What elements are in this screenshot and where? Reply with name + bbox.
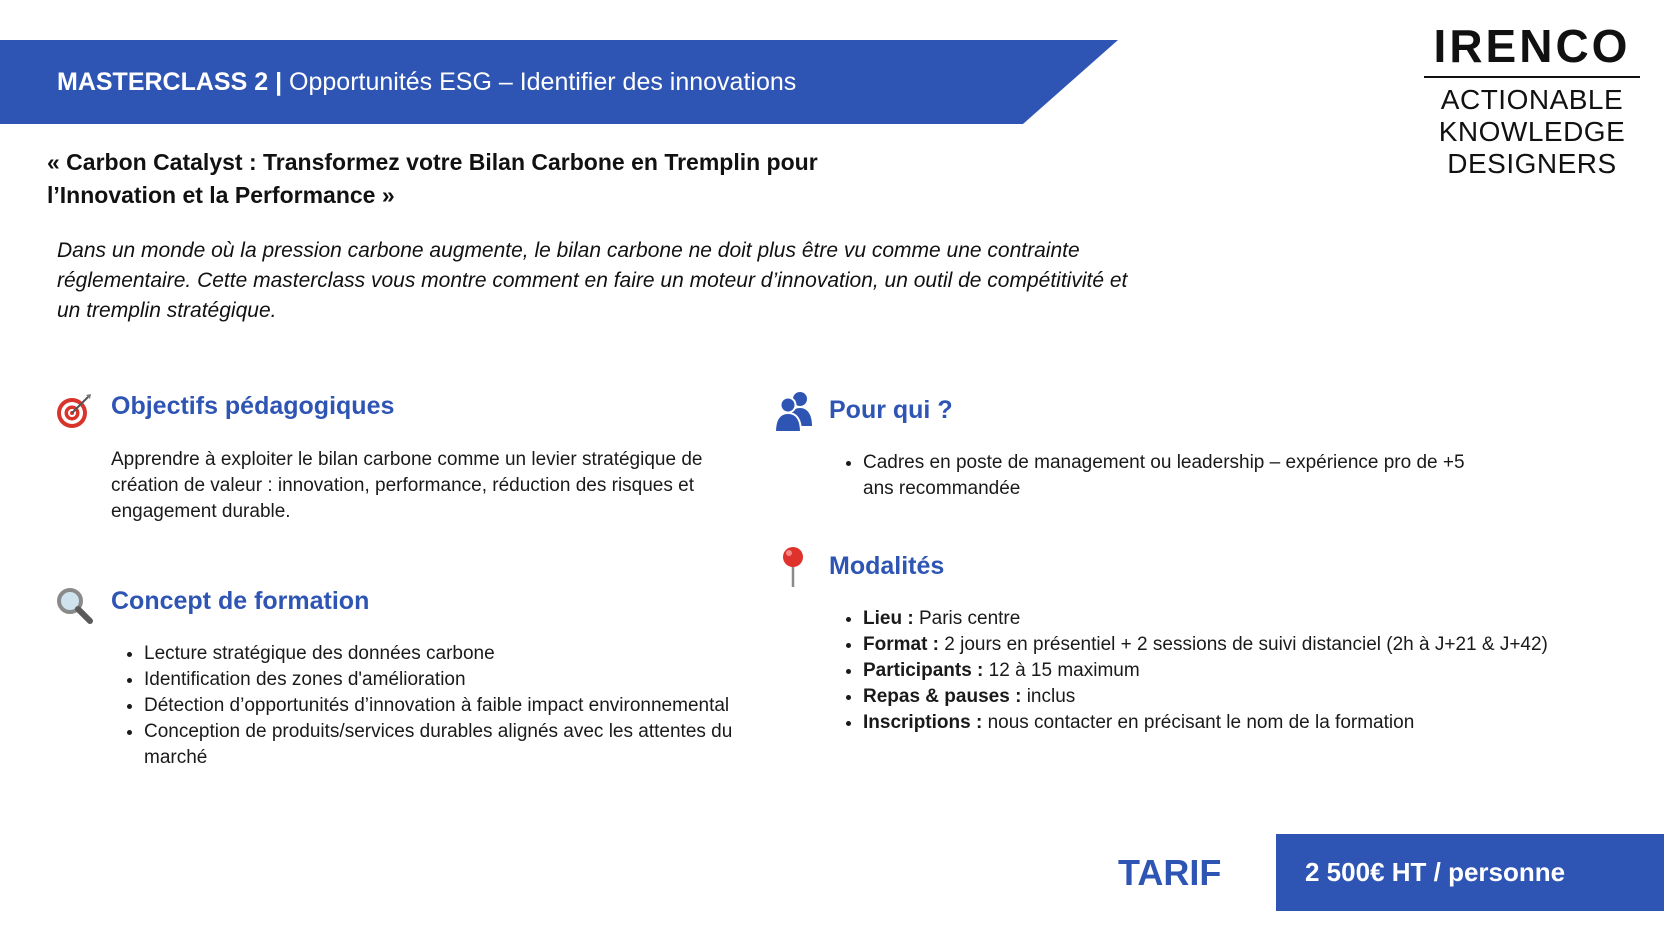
objectifs-text: Apprendre à exploiter le bilan carbone comme un levier stratégique de création de valeur : innovation, performance, réduction des risques et engagement durable.	[111, 449, 703, 522]
logo-tagline-1: ACTIONABLE	[1440, 84, 1624, 115]
list-item: • Identification des zones d'amélioration	[144, 667, 744, 693]
concept-title: Concept de formation	[111, 587, 370, 615]
list-item: • Détection d’opportunités d’innovation à faible impact environnemental	[144, 693, 744, 719]
pushpin-icon	[778, 546, 808, 588]
logo-name: IRENCO	[1433, 20, 1631, 72]
item-value: nous contacter en précisant le nom de la formation	[987, 712, 1415, 733]
list-item	[863, 684, 1613, 710]
tarif-label: TARIF	[1118, 852, 1222, 893]
item-label: Format :	[863, 634, 939, 655]
item-label: Participants :	[863, 660, 984, 681]
banner-title	[57, 40, 796, 124]
magnifier-icon	[55, 586, 95, 626]
item-value: Paris centre	[918, 608, 1021, 629]
item-label: Inscriptions :	[863, 712, 983, 733]
item-label: Lieu :	[863, 608, 914, 629]
banner-bold: MASTERCLASS 2 |	[57, 68, 283, 96]
logo-tagline-3: DESIGNERS	[1447, 148, 1617, 179]
price-text: 2 500€ HT / personne	[1305, 857, 1566, 887]
item-value: inclus	[1026, 686, 1076, 707]
logo-divider	[1424, 76, 1640, 78]
list-item	[863, 632, 1613, 658]
users-icon	[774, 390, 814, 432]
item-value: 2 jours en présentiel + 2 sessions de suivi distanciel (2h à J+21 & J+42)	[944, 634, 1548, 655]
target-icon	[55, 392, 93, 430]
modalites-title: Modalités	[829, 552, 945, 580]
list-item: • Cadres en poste de management ou leadership – expérience pro de +5 ans recommandée	[863, 450, 1493, 502]
banner-subtitle: Opportunités ESG – Identifier des innovations	[289, 68, 797, 96]
list-item: • Lecture stratégique des données carbone	[144, 641, 744, 667]
item-label: Repas & pauses :	[863, 686, 1022, 707]
irenco-logo	[1424, 20, 1640, 180]
list-item	[863, 710, 1613, 736]
pour-qui-list	[833, 450, 1493, 502]
logo-tagline-2: KNOWLEDGE	[1438, 116, 1626, 147]
list-item: • Conception de produits/services durables alignés avec les attentes du marché	[144, 719, 744, 771]
pour-qui-title: Pour qui ?	[829, 396, 953, 424]
objectifs-title: Objectifs pédagogiques	[111, 392, 395, 420]
list-item	[863, 606, 1613, 632]
modalites-list	[833, 606, 1613, 736]
headline: « Carbon Catalyst : Transformez votre Bilan Carbone en Tremplin pour l’Innovation et la Performance »	[47, 149, 818, 208]
item-value: 12 à 15 maximum	[988, 660, 1140, 681]
intro-paragraph: Dans un monde où la pression carbone augmente, le bilan carbone ne doit plus être vu comme une contrainte réglementaire. Cette masterclass vous montre comment en faire un moteur d’innovation, un outil de compétitivité et un tremplin stratégique.	[57, 239, 1128, 322]
list-item	[863, 658, 1613, 684]
concept-list	[114, 641, 744, 771]
